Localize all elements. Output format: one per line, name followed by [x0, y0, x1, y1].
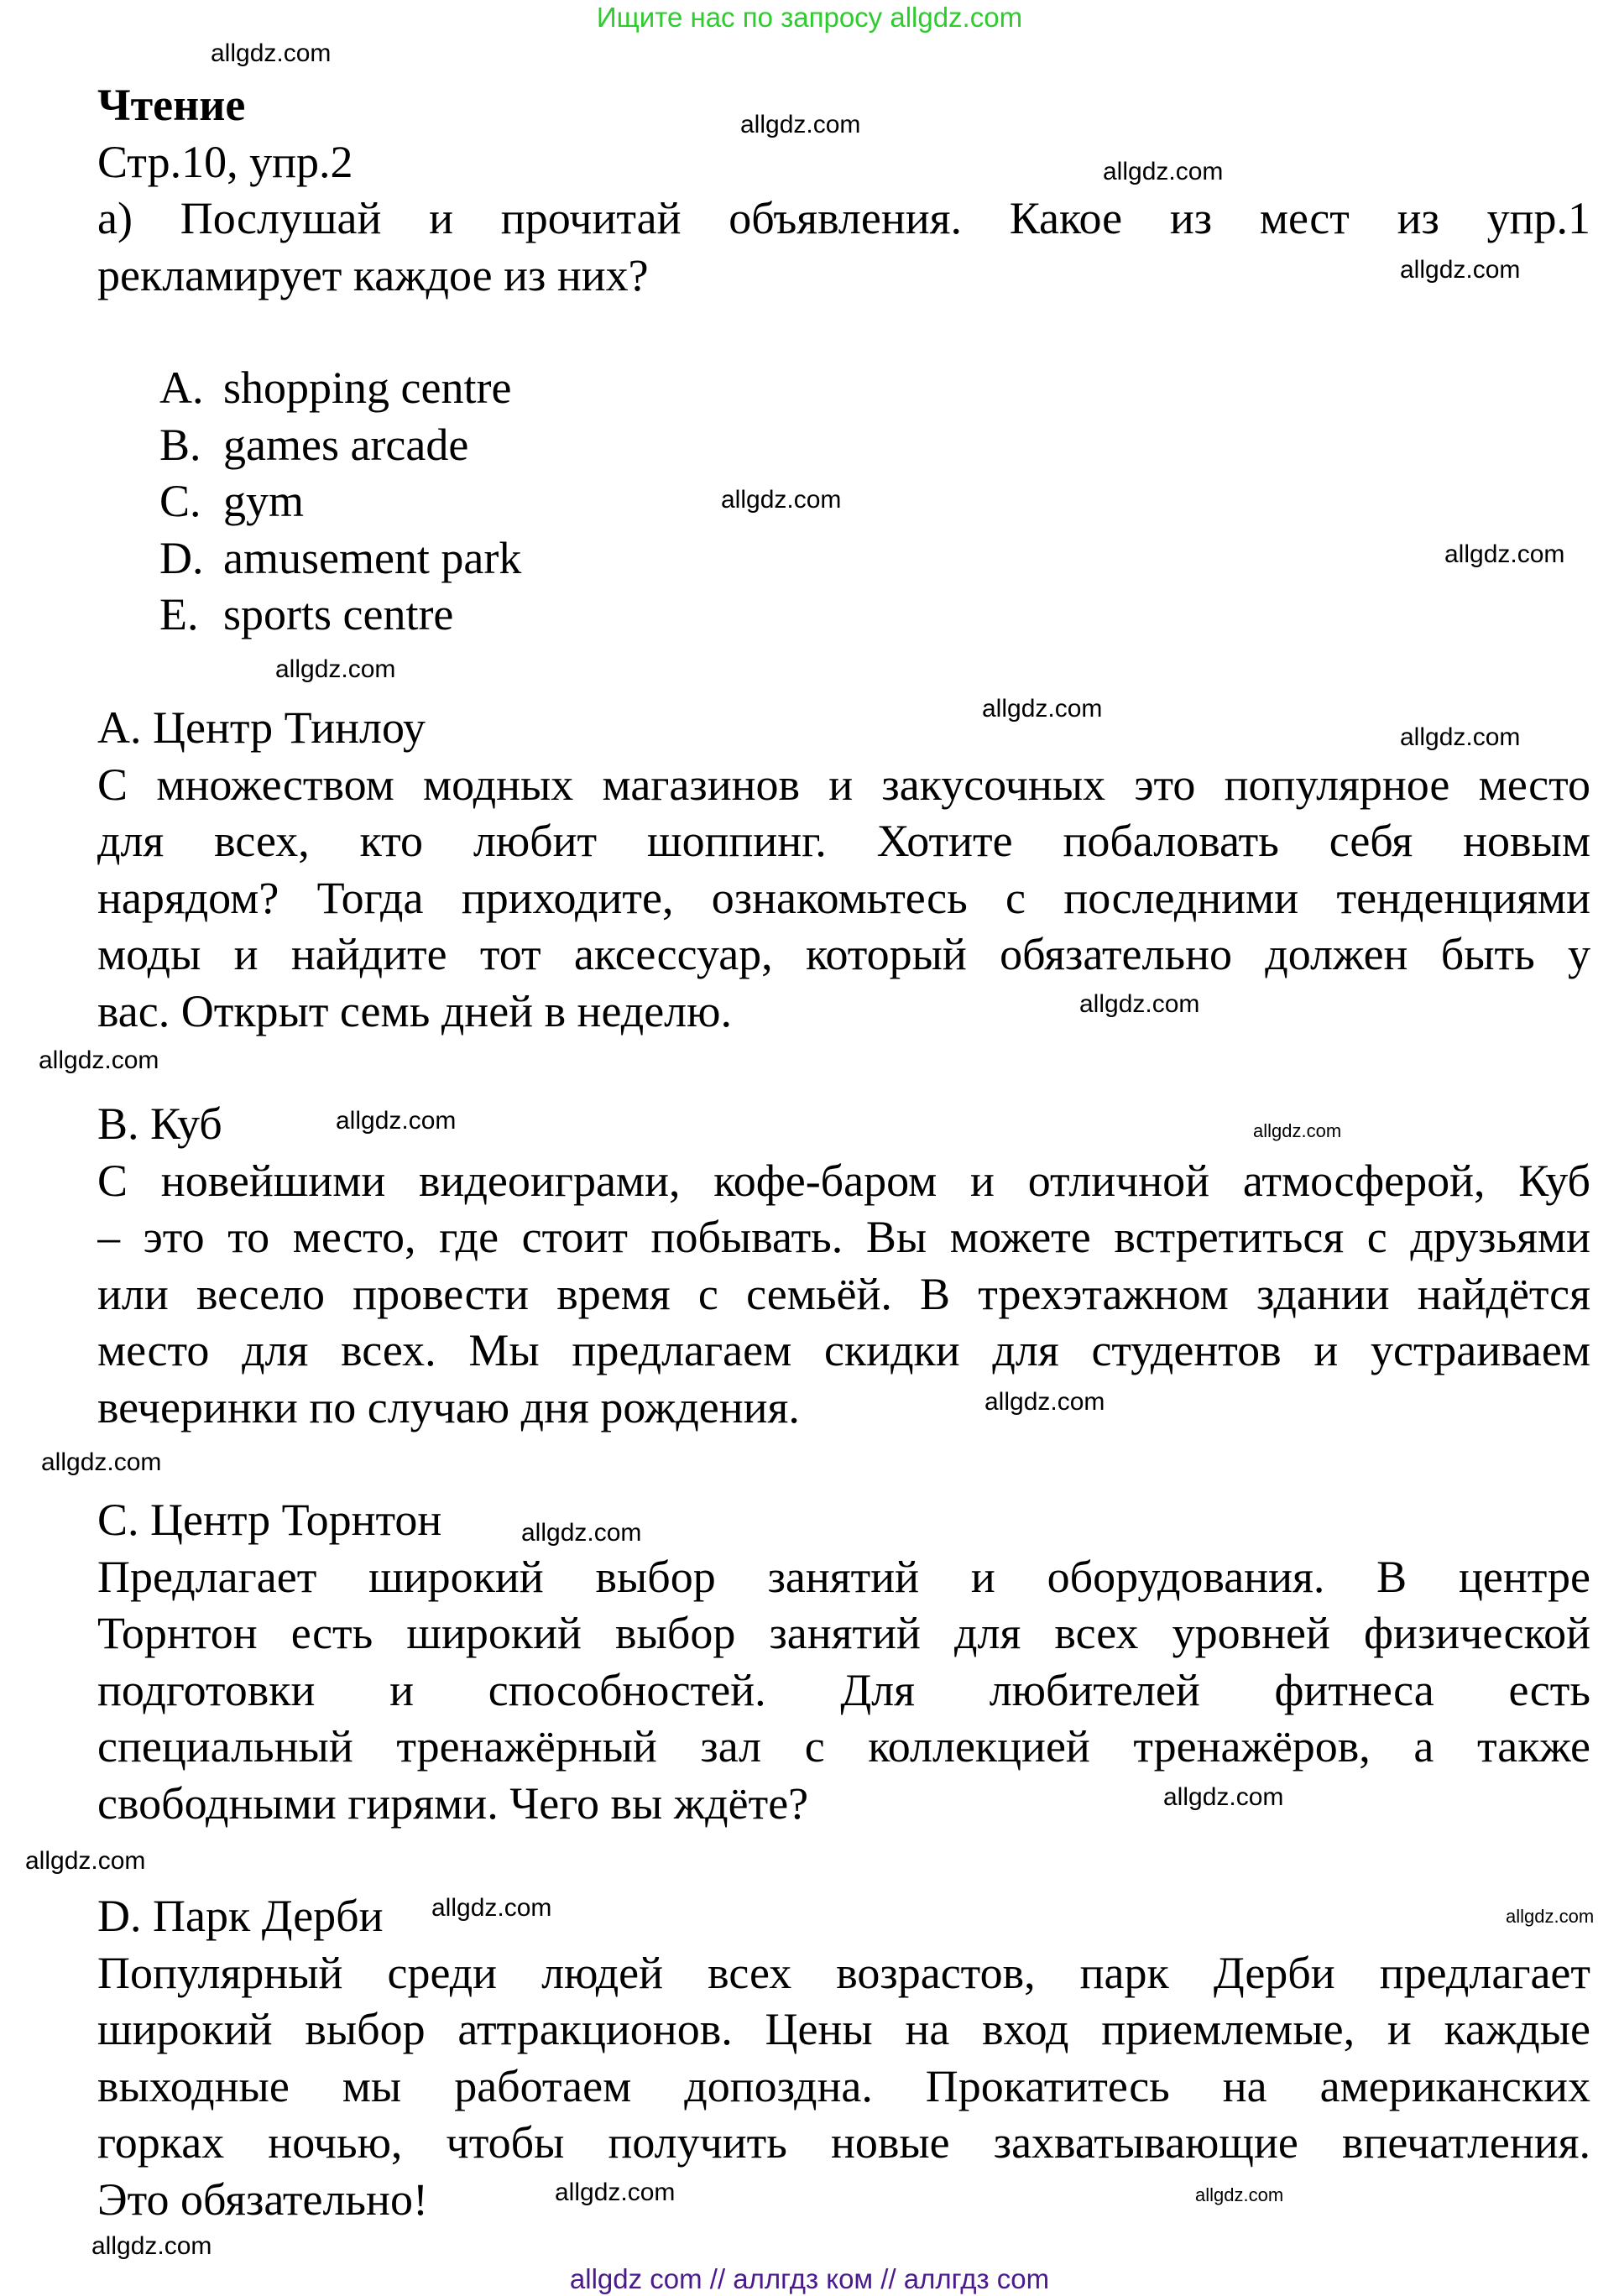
advert-text-line: для всех, кто любит шоппинг. Хотите побаловать себя новым	[97, 816, 1590, 866]
task-instruction: рекламирует каждое из них?	[97, 249, 649, 300]
page-reference: Стр.10, упр.2	[97, 136, 353, 187]
advert-text-line: С множеством модных магазинов и закусочных это популярное место	[97, 759, 1590, 810]
advert-block	[97, 1096, 1590, 1436]
watermark: allgdz.com	[211, 39, 332, 67]
watermark: allgdz.com	[275, 655, 396, 683]
watermark: allgdz.com	[1103, 158, 1224, 185]
option-text: games arcade	[223, 419, 469, 470]
watermark: allgdz.com	[1253, 1120, 1342, 1141]
advert-text-line: нарядом? Тогда приходите, ознакомьтесь с последними тенденциями	[97, 872, 1590, 923]
list-marker: D.	[159, 532, 204, 583]
advert-text-line: место для всех. Мы предлагаем скидки для студентов и устраиваем	[97, 1325, 1590, 1375]
watermark: allgdz.com	[1400, 723, 1521, 751]
advert-text-line: свободными гирями. Чего вы ждёте?	[97, 1777, 809, 1829]
watermark: allgdz.com	[1506, 1906, 1595, 1927]
advert-title: D. Парк Дерби	[97, 1891, 384, 1941]
advert-title: B. Куб	[97, 1098, 222, 1149]
advert-text-line: выходные мы работаем допоздна. Прокатитесь на американских	[97, 2060, 1590, 2111]
watermark: allgdz.com	[1195, 2184, 1284, 2205]
list-marker: E.	[159, 589, 199, 639]
watermark: allgdz.com	[91, 2232, 212, 2260]
list-item	[159, 587, 453, 644]
watermark: allgdz.com	[336, 1107, 457, 1135]
watermark: allgdz.com	[25, 1847, 146, 1875]
list-item	[159, 417, 468, 474]
bottom-banner-link[interactable]: allgdz com // аллгдз ком // аллгдз com	[569, 2263, 1050, 2294]
watermark: allgdz.com	[1400, 256, 1521, 284]
advert-text-line: – это то место, где стоит побывать. Вы можете встретиться с друзьями	[97, 1212, 1590, 1262]
watermark: allgdz.com	[41, 1448, 162, 1476]
top-banner-link[interactable]: Ищите нас по запросу allgdz.com	[596, 2, 1023, 33]
task-instruction: а) Послушай и прочитай объявления. Какое из мест из упр.1	[97, 193, 1590, 243]
advert-text-line: горках ночью, чтобы получить новые захватывающие впечатления.	[97, 2117, 1590, 2168]
option-text: amusement park	[223, 532, 522, 583]
list-marker: C.	[159, 476, 201, 526]
advert-text-line: Торнтон есть широкий выбор занятий для всех уровней физической	[97, 1608, 1590, 1658]
list-item	[159, 530, 521, 587]
list-item	[159, 360, 511, 417]
advert-text-line: широкий выбор аттракционов. Цены на вход приемлемые, и каждые	[97, 2004, 1590, 2054]
watermark: allgdz.com	[984, 1388, 1105, 1416]
advert-text-line: вечеринки по случаю дня рождения.	[97, 1381, 800, 1432]
option-text: shopping centre	[223, 363, 512, 413]
advert-text-line: Это обязательно!	[97, 2173, 428, 2225]
watermark: allgdz.com	[721, 486, 842, 514]
options-list	[159, 360, 521, 644]
section-title: Чтение	[97, 80, 246, 130]
advert-text-line: моды и найдите тот аксессуар, который обязательно должен быть у	[97, 929, 1590, 979]
watermark: allgdz.com	[431, 1894, 552, 1922]
option-text: gym	[223, 476, 305, 526]
watermark: allgdz.com	[555, 2179, 676, 2206]
advert-text-line: подготовки и способностей. Для любителей фитнеса есть	[97, 1664, 1590, 1715]
option-text: sports centre	[223, 589, 454, 639]
list-marker: A.	[159, 363, 204, 413]
advert-title: A. Центр Тинлоу	[97, 702, 426, 753]
watermark: allgdz.com	[982, 695, 1103, 723]
advert-block	[97, 1888, 1590, 2228]
list-item	[159, 473, 304, 530]
advert-title: C. Центр Торнтон	[97, 1495, 442, 1545]
advert-text-line: вас. Открыт семь дней в неделю.	[97, 985, 732, 1036]
advert-text-line: С новейшими видеоиграми, кофе-баром и отличной атмосферой, Куб	[97, 1155, 1590, 1206]
watermark: allgdz.com	[39, 1046, 159, 1074]
advert-text-line: или весело провести время с семьёй. В трехэтажном здании найдётся	[97, 1268, 1590, 1319]
watermark: allgdz.com	[740, 111, 861, 138]
advert-block	[97, 1492, 1590, 1832]
watermark: allgdz.com	[1444, 540, 1565, 568]
list-marker: B.	[159, 419, 201, 470]
watermark: allgdz.com	[521, 1519, 642, 1547]
advert-text-line: Популярный среди людей всех возрастов, парк Дерби предлагает	[97, 1947, 1590, 1998]
advert-text-line: Предлагает широкий выбор занятий и оборудования. В центре	[97, 1551, 1590, 1602]
advert-block	[97, 700, 1590, 1040]
advert-text-line: специальный тренажёрный зал с коллекцией тренажёров, а также	[97, 1721, 1590, 1772]
watermark: allgdz.com	[1163, 1783, 1284, 1811]
watermark: allgdz.com	[1079, 990, 1200, 1018]
